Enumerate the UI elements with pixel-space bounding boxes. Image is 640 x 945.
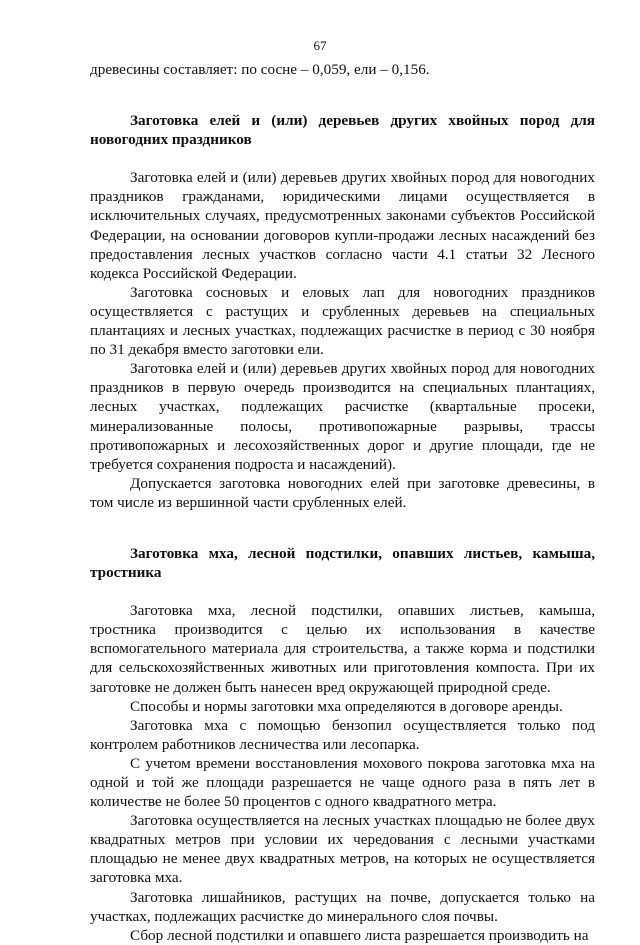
paragraph: Сбор лесной подстилки и опавшего листа разрешается производить на [130, 926, 589, 944]
paragraph: Заготовка елей и (или) деревьев других хвойных пород для новогодних праздников в первую очередь производится на специальных плантациях, лесных участках, подлежащих расчистке (квартальные просеки, минерализованные полосы, противопожарные разрывы, трассы противопожарных и лесохозяйственных дорог и другие площади, где не требуется сохранения подроста и насаждений). [90, 360, 595, 473]
paragraph: Допускается заготовка новогодних елей при заготовке древесины, в том числе из вершинной части срубленных елей. [90, 474, 595, 511]
paragraph: Заготовка мха, лесной подстилки, опавших листьев, камыша, тростника производится с целью их использования в качестве вспомогательного материала для строительства, а также корма и подстилки для сельскохозяйственных животных или приготовления компоста. При их заготовке не должен быть нанесен вред окружающей природной среде. [90, 602, 595, 696]
paragraph: С учетом времени восстановления мохового покрова заготовка мха на одной и той же площади разрешается не чаще одного раза в пять лет в количестве не более 50 процентов с одного квадратного метра. [90, 754, 595, 811]
section-heading-christmas-trees: Заготовка елей и (или) деревьев других хвойных пород для новогодних праздников [90, 112, 595, 149]
paragraph: Заготовка осуществляется на лесных участках площадью не более двух квадратных метров при условии их чередования с лесными участками площадью не менее двух квадратных метров, на которых не осуществляется заготовка мха. [90, 812, 595, 887]
paragraph: Заготовка лишайников, растущих на почве, допускается только на участках, подлежащих расчистке до минерального слоя почвы. [90, 888, 595, 925]
page-content [90, 60, 595, 945]
lead-paragraph: древесины составляет: по сосне – 0,059, ели – 0,156. [90, 61, 430, 78]
paragraph: Способы и нормы заготовки мха определяются в договоре аренды. [130, 697, 563, 715]
paragraph: Заготовка сосновых и еловых лап для новогодних праздников осуществляется с растущих и срубленных деревьев на специальных плантациях и лесных участках, подлежащих расчистке в период с 30 ноября по 31 декабря вместо заготовки ели. [90, 283, 595, 359]
page-number: 67 [313, 38, 327, 53]
paragraph: Заготовка мха с помощью бензопил осуществляется только под контролем работников лесничества или лесопарка. [90, 716, 595, 753]
paragraph: Заготовка елей и (или) деревьев других хвойных пород для новогодних праздников гражданами, юридическими лицами осуществляется в исключительных случаях, предусмотренных законами субъектов Российской Федерации, на основании договоров купли-продажи лесных насаждений без предоставления лесных участков согласно части 4.1 статьи 32 Лесного кодекса Российской Федерации. [90, 169, 595, 282]
section-heading-moss-litter: Заготовка мха, лесной подстилки, опавших листьев, камыша, тростника [90, 544, 595, 582]
